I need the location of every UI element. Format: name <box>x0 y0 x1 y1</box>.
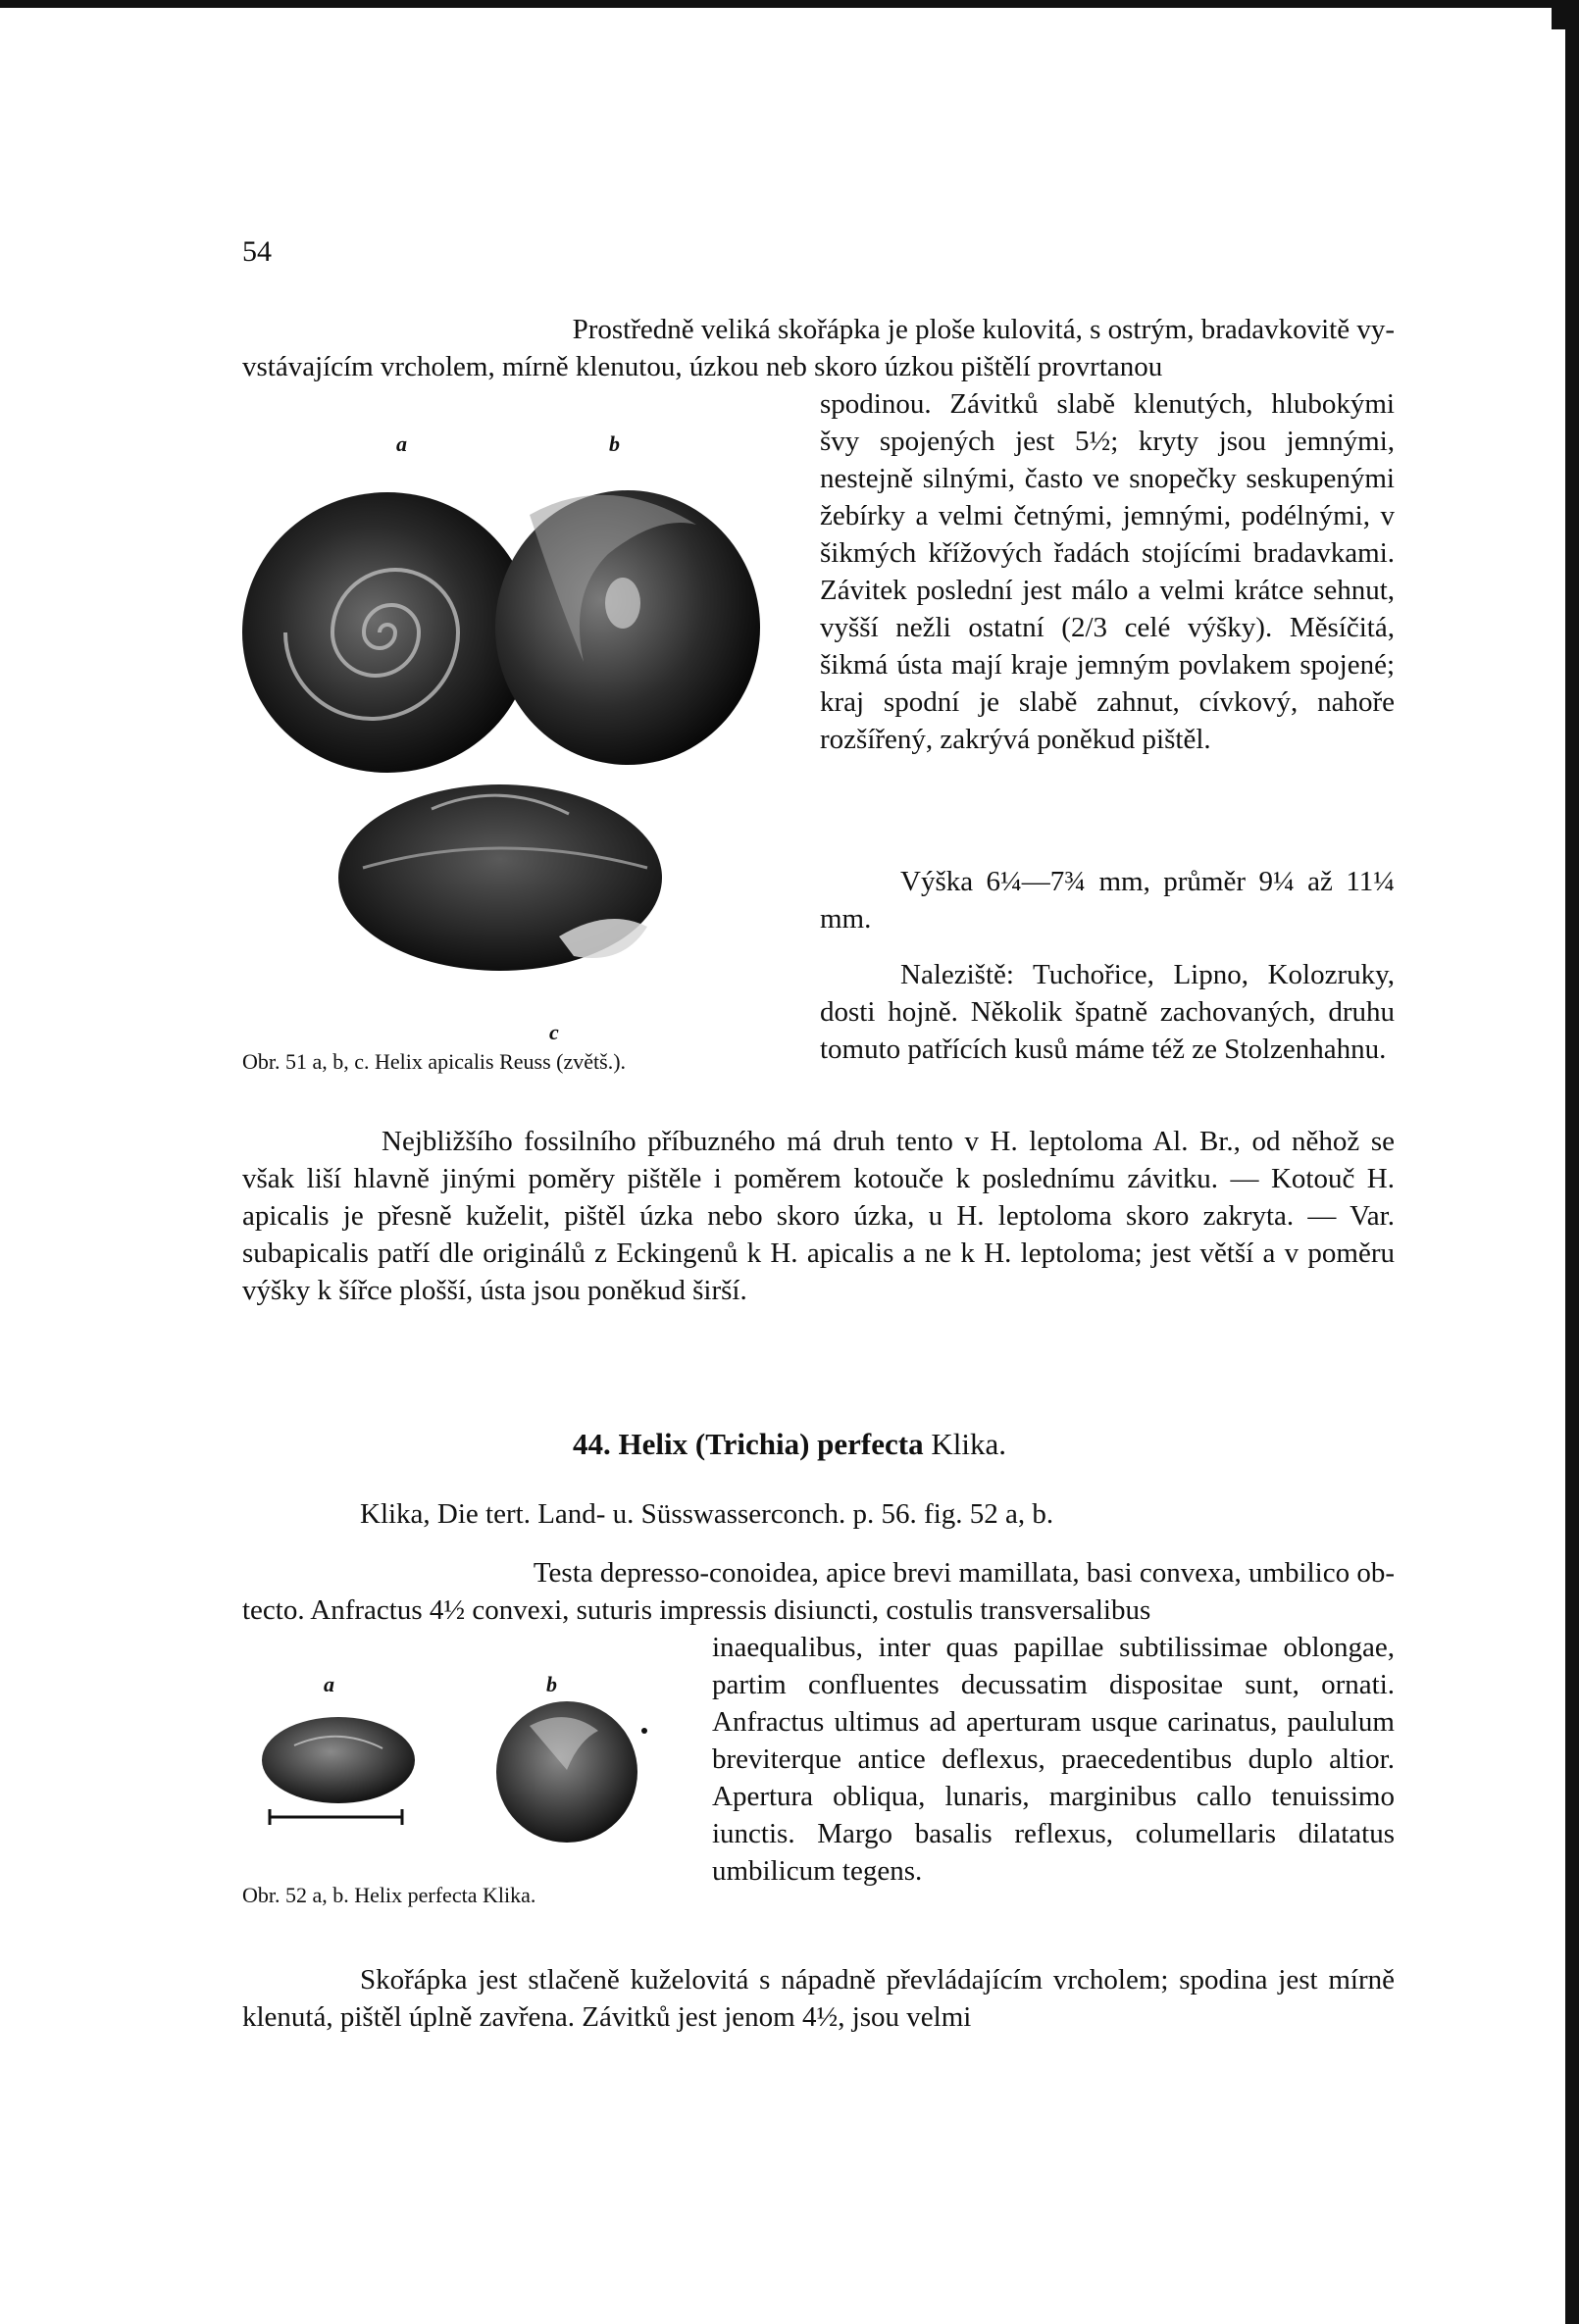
scan-corner <box>1552 0 1579 29</box>
dimensions-text: Výška 6¼—7¾ mm, průměr 9¼ až 11¼ mm. <box>820 866 1395 935</box>
latin-line-2: tecto. Anfractus 4½ convexi, suturis impressis disiuncti, costulis transversalibus <box>242 1594 1151 1626</box>
intro-line-2: vstávajícím vrcholem, mírně klenutou, úzkou neb skoro úzkou pištělí provrtanou <box>242 351 1163 382</box>
latin-side-text: inaequalibus, inter quas papillae subtilissimae oblongae, partim confluentes decussatim dispositae sunt, ornati. Anfractus ultimus ad aperturam usque carinatus, paululum breviterque antice deflexus, praecedentibus duplo altior. Apertura obliqua, lunaris, marginibus callo tenuissimo iunctis. Margo basalis reflexus, columellaris dilatatus umbilicum tegens. <box>712 1632 1395 1887</box>
scan-border-right <box>1565 0 1579 2324</box>
literature-reference: Klika, Die tert. Land- u. Süsswasserconch. p. 56. fig. 52 a, b. <box>360 1498 1054 1530</box>
fig52-shell-illustrations <box>255 1701 667 1858</box>
fig51-label-c: c <box>549 1020 559 1044</box>
locality-text: Naleziště: Tuchořice, Lipno, Kolozruky, dosti hojně. Několik špatně zachovaných, druhu tomuto patřících kusů máme též ze Stolzenhahnu. <box>820 959 1395 1065</box>
shell-apical-view <box>242 492 533 773</box>
section-heading <box>0 1427 1579 1462</box>
page-number: 54 <box>242 235 272 268</box>
fig51-label-a: a <box>396 431 407 456</box>
small-shell-basal-view <box>496 1701 647 1843</box>
intro-line-1: Prostředně veliká skořápka je ploše kulovitá, s ostrým, bradavkovitě vy- <box>572 314 1395 345</box>
section-author: Klika. <box>931 1427 1006 1461</box>
small-shell-side-view <box>262 1717 415 1825</box>
czech-description: Skořápka jest stlačeně kuželovitá s nápadně převládajícím vrcholem; spodina jest mírně klenutá, pištěl úplně zavřena. Závitků jest jenom 4½, jsou velmi <box>242 1964 1395 2033</box>
section-number: 44. <box>573 1427 611 1461</box>
latin-line-1: Testa depresso-conoidea, apice brevi mamillata, basi convexa, umbilico ob- <box>533 1557 1395 1589</box>
relation-paragraph: Nejbližšího fossilního příbuzného má druh tento v H. leptoloma Al. Br., od něhož se však liší hlavně jinými poměry pištěle i poměrem kotouče k poslednímu závitku. — Kotouč H. apicalis je přesně kuželit, pištěl úzka nebo skoro úzka, u H. leptoloma skoro zakryta. — Var. subapicalis patří dle originálů z Eckingenů k H. apicalis a ne k H. leptoloma; jest větší a v poměru výšky k šířce plošší, ústa jsou poněkud širší. <box>242 1126 1395 1306</box>
intro-side-text: spodinou. Závitků slabě klenutých, hlubokými švy spojených jest 5½; kryty jsou jemnými, nestejně silnými, často ve snopečky seskupenými žebírky a velmi četnými, jemnými, podélnými, v šikmých křížových řadách stojícími bradavkami. Závitek poslední jest málo a velmi krátce sehnut, vyšší nežli ostatní (2/3 celé výšky). Měsíčitá, šikmá ústa mají kraje jemným povlakem spojené; kraj spodní je slabě zahnut, cívkový, nahoře rozšířený, zakrývá poněkud pištěl. <box>820 388 1395 755</box>
scan-border-top <box>0 0 1579 8</box>
fig52-caption: Obr. 52 a, b. Helix perfecta Klika. <box>242 1883 536 1907</box>
fig52-label-b: b <box>546 1672 557 1696</box>
shell-umbilical-view <box>495 490 760 765</box>
fig51-caption: Obr. 51 a, b, c. Helix apicalis Reuss (zvětš.). <box>242 1049 627 1074</box>
section-title: Helix (Trichia) perfecta <box>618 1427 924 1461</box>
fig51-shell-illustrations <box>235 456 785 1005</box>
fig51-label-b: b <box>609 431 620 456</box>
shell-side-view <box>338 784 662 971</box>
fig52-label-a: a <box>324 1672 334 1696</box>
